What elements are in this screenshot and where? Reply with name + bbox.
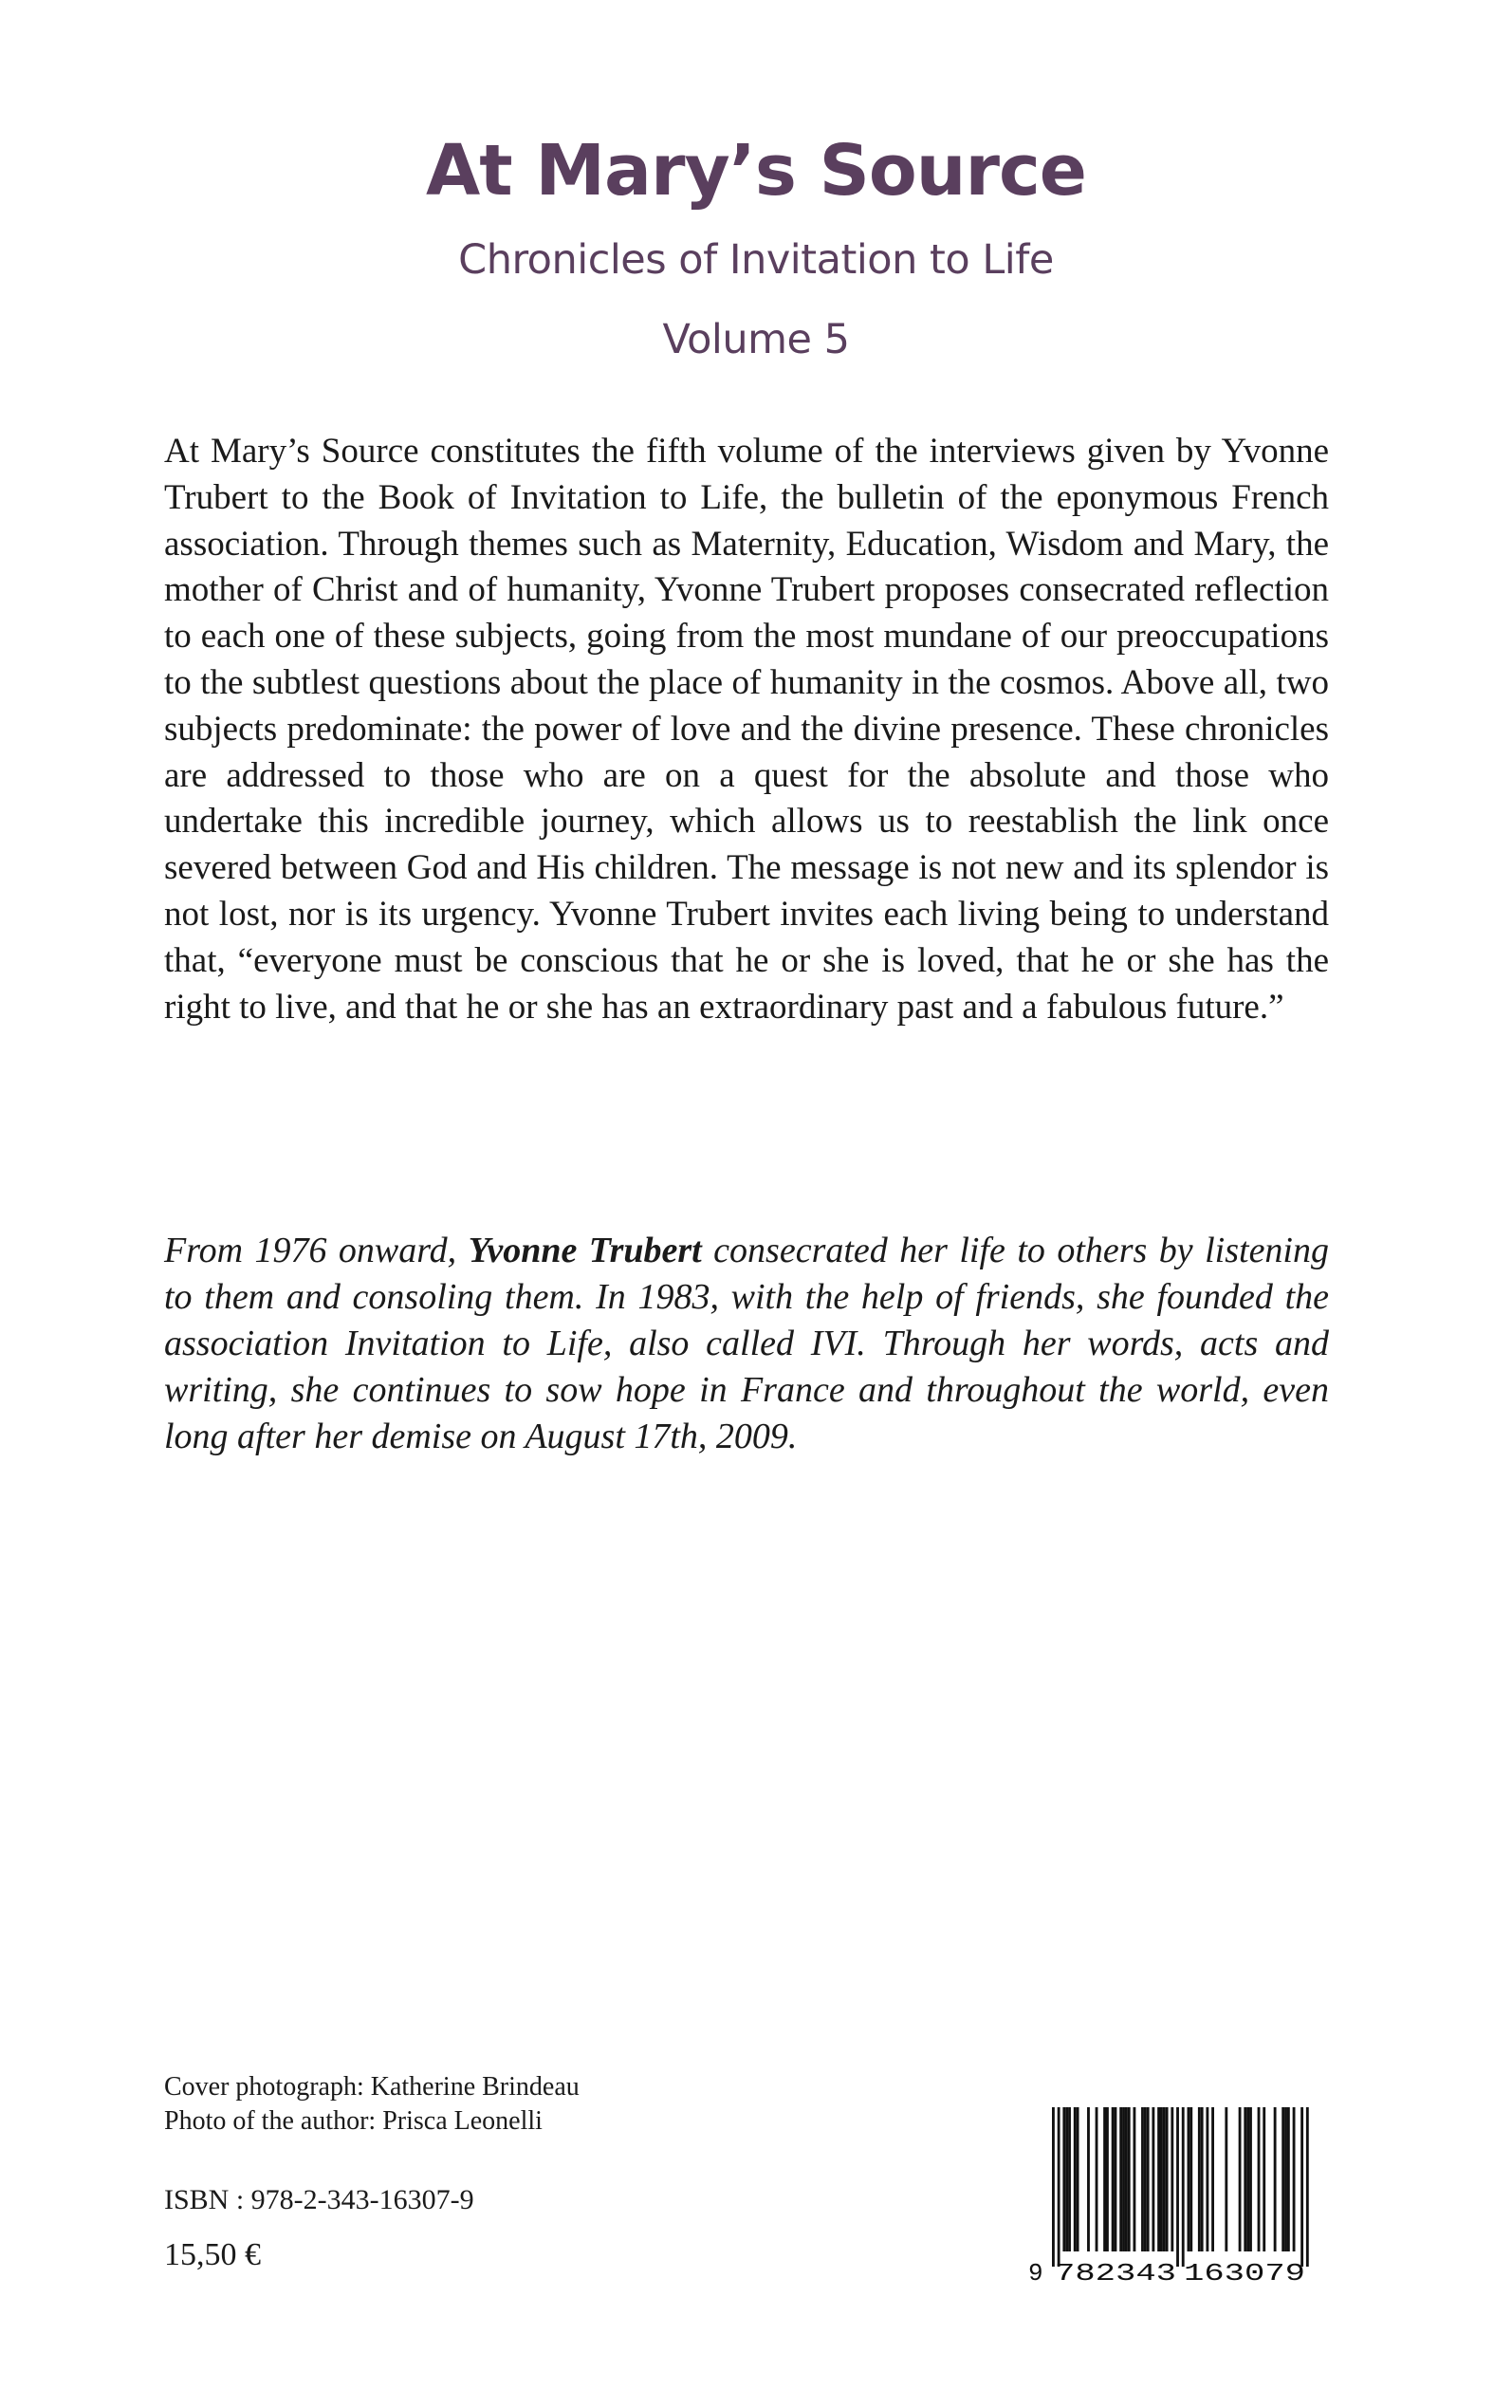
barcode-guard-bar bbox=[1058, 2107, 1060, 2267]
book-title: At Mary’s Source bbox=[426, 130, 1086, 212]
blurb-paragraph: At Mary’s Source constitutes the fifth volume of the interviews given by Yvonne Trubert to the Book of Invitation to Life, the bulletin of the eponymous French association. Through themes such as Maternity, Education, Wisdom and Mary, the mother of Christ and of humanity, Yvonne Trubert proposes consecrated reflection to each one of these subjects, going from the most mundane of our preoccupations to the subtlest questions about the place of humanity in the cosmos. Above all, two subjects predominate: the power of love and the divine presence. These chronicles are addressed to those who are on a quest for the absolute and those who undertake this incredible journey, which allows us to reestablish the link once severed between God and His children. The message is not new and its splendor is not lost, nor is its urgency. Yvonne Trubert invites each living being to understand that, “everyone must be conscious that he or she is loved, that he or she has the right to live, and that he or she has an extraordinary past and a fabulous future.” bbox=[164, 432, 1329, 1027]
barcode-bar bbox=[1128, 2107, 1131, 2251]
barcode-bar bbox=[1096, 2107, 1098, 2251]
barcode-bar bbox=[1206, 2107, 1208, 2251]
barcode-bar bbox=[1282, 2107, 1284, 2251]
title-block bbox=[0, 123, 1512, 368]
barcode-bar bbox=[1112, 2107, 1115, 2251]
barcode-bar bbox=[1144, 2107, 1147, 2251]
barcode-bar bbox=[1125, 2107, 1128, 2251]
barcode-bar bbox=[1171, 2107, 1173, 2251]
barcode-bar bbox=[1106, 2107, 1109, 2251]
barcode-bar bbox=[1160, 2107, 1163, 2251]
barcode-bar bbox=[1188, 2107, 1190, 2251]
barcode-bar bbox=[1258, 2107, 1261, 2251]
barcode-bar bbox=[1119, 2107, 1122, 2251]
barcode-bar bbox=[1239, 2107, 1242, 2251]
barcode-bar bbox=[1065, 2107, 1068, 2251]
cover-photo-credit: Cover photograph: Katherine Brindeau bbox=[164, 2072, 580, 2102]
barcode-bar bbox=[1201, 2107, 1204, 2251]
barcode-bar bbox=[1115, 2107, 1117, 2251]
barcode-bar bbox=[1225, 2107, 1227, 2251]
barcode-guard-bar bbox=[1182, 2107, 1185, 2267]
barcode-first-digit: 9 bbox=[1028, 2259, 1043, 2286]
barcode-bar bbox=[1211, 2107, 1214, 2251]
barcode bbox=[1027, 2103, 1331, 2286]
barcode-bar bbox=[1062, 2107, 1065, 2251]
barcode-bar bbox=[1141, 2107, 1144, 2251]
barcode-bar bbox=[1189, 2107, 1192, 2251]
barcode-bar bbox=[1103, 2107, 1106, 2251]
barcode-bar bbox=[1152, 2107, 1154, 2251]
barcode-bar bbox=[1074, 2107, 1077, 2251]
barcode-bar bbox=[1293, 2107, 1296, 2251]
price: 15,50 € bbox=[164, 2237, 261, 2272]
barcode-bar bbox=[1249, 2107, 1252, 2251]
barcode-bar bbox=[1244, 2107, 1246, 2251]
volume-label: Volume 5 bbox=[662, 316, 850, 363]
barcode-guard-bar bbox=[1306, 2107, 1309, 2267]
barcode-bar bbox=[1122, 2107, 1125, 2251]
barcode-bar bbox=[1077, 2107, 1079, 2251]
barcode-bar bbox=[1284, 2107, 1287, 2251]
barcode-bar bbox=[1134, 2107, 1136, 2251]
book-subtitle: Chronicles of Invitation to Life bbox=[458, 236, 1054, 284]
barcode-bar bbox=[1087, 2107, 1090, 2251]
author-bio bbox=[164, 1228, 1329, 1460]
bio-lead: From 1976 onward, bbox=[164, 1231, 469, 1270]
barcode-bar bbox=[1068, 2107, 1071, 2251]
author-photo-credit: Photo of the author: Prisca Leonelli bbox=[164, 2106, 543, 2136]
barcode-bar bbox=[1147, 2107, 1150, 2251]
barcode-left-digits: 782343 bbox=[1055, 2259, 1176, 2286]
barcode-bar bbox=[1157, 2107, 1160, 2251]
photo-credits bbox=[164, 2070, 580, 2139]
barcode-bar bbox=[1274, 2107, 1277, 2251]
barcode-guard-bar bbox=[1052, 2107, 1055, 2267]
barcode-bar bbox=[1163, 2107, 1166, 2251]
barcode-bar bbox=[1198, 2107, 1201, 2251]
barcode-right-digits: 163079 bbox=[1184, 2259, 1305, 2286]
barcode-bar bbox=[1287, 2107, 1290, 2251]
barcode-bar bbox=[1246, 2107, 1249, 2251]
bio-rest: consecrated her life to others by listening to them and consoling them. In 1983, with the help of friends, she founded the association Invitation to Life, also called IVI. Through her words, acts and writing, she continues to sow hope in France and throughout the world, even long after her demise on August 17th, 2009. bbox=[164, 1231, 1329, 1456]
barcode-guard-bar bbox=[1176, 2107, 1179, 2267]
bio-author-name: Yvonne Trubert bbox=[468, 1231, 702, 1270]
barcode-guard-bar bbox=[1300, 2107, 1303, 2267]
isbn-number: ISBN : 978-2-343-16307-9 bbox=[164, 2184, 474, 2215]
barcode-bar bbox=[1166, 2107, 1169, 2251]
barcode-bar bbox=[1263, 2107, 1265, 2251]
